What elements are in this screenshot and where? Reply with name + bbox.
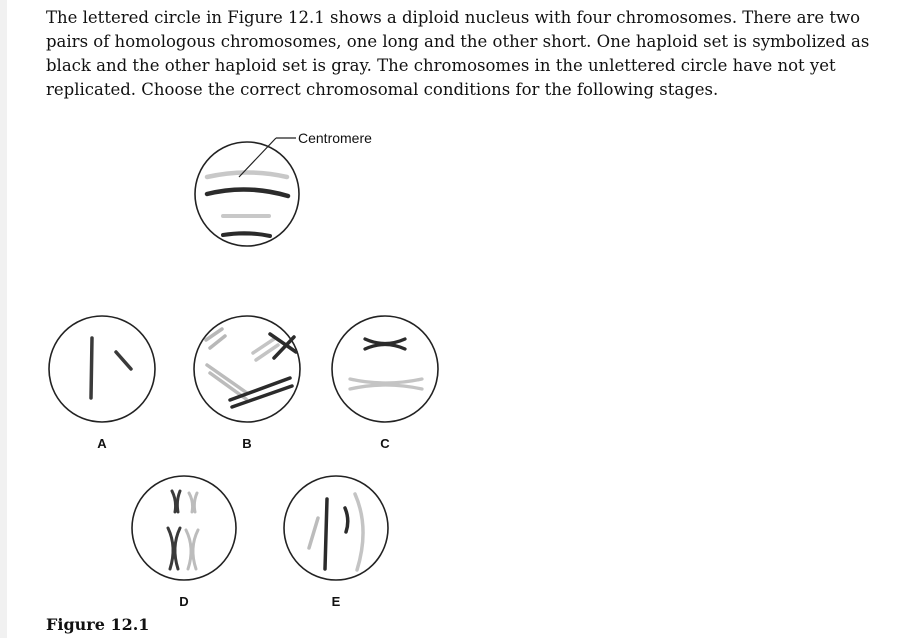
question-text: The lettered circle in Figure 12.1 shows a diploid nucleus with four chromosomes. There are two pairs of homologous chromosomes, one long and the other short. One haploid set is symbolized as black and the other haploid set is gray. The chromosomes in the unlettered circle have not yet replicated. Choose the correct chromosomal conditions for the following stages. xyxy=(46,8,870,99)
chromosome-short-black xyxy=(223,233,270,236)
cell-a-label: A xyxy=(97,436,107,451)
cell-a xyxy=(49,316,155,422)
cell-e xyxy=(284,476,388,580)
cell-c xyxy=(332,316,438,422)
figure-caption: Figure 12.1 xyxy=(46,615,150,634)
chromosome-long-black xyxy=(207,189,288,196)
cell-b-label: B xyxy=(242,436,252,451)
cell-e-label: E xyxy=(331,594,341,609)
cell-d xyxy=(132,476,236,580)
cell-c-label: C xyxy=(380,436,390,451)
centromere-label: Centromere xyxy=(298,130,372,146)
cell-d-label: D xyxy=(179,594,189,609)
chromosome-long-gray xyxy=(207,173,287,178)
nucleus-unreplicated xyxy=(195,138,299,246)
cell-b xyxy=(194,316,300,422)
